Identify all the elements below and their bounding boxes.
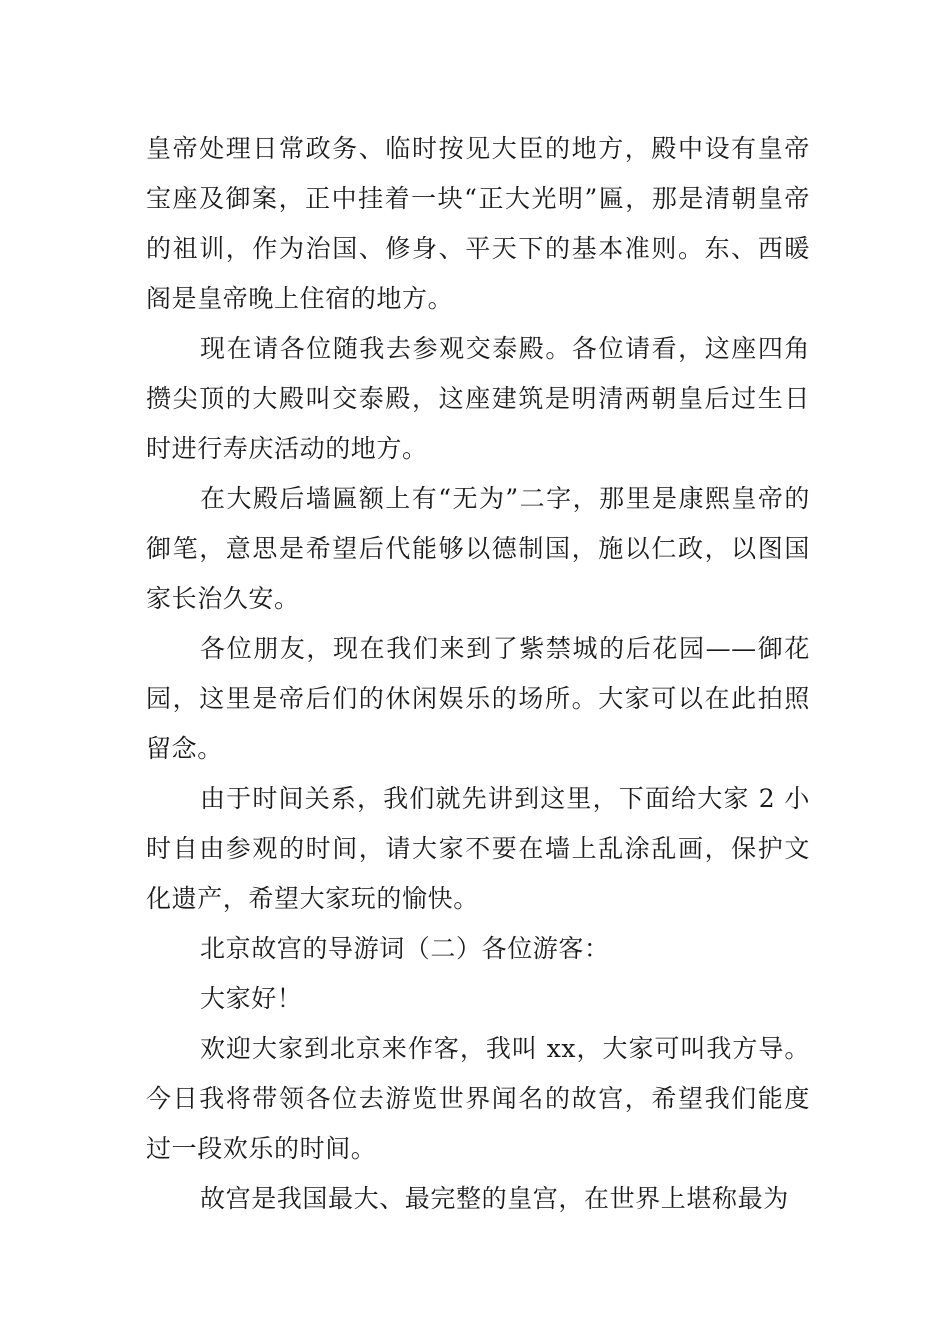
paragraph-7-greeting: 大家好！ xyxy=(200,984,303,1013)
paragraph-3: 在大殿后墙匾额上有“无为”二字，那里是康熙皇帝的御笔，意思是希望后代能够以德制国，施以仁政，以图国家长治久安。 xyxy=(146,484,810,613)
paragraph-2: 现在请各位随我去参观交泰殿。各位请看，这座四角攒尖顶的大殿叫交泰殿，这座建筑是明清两朝皇后过生日时进行寿庆活动的地方。 xyxy=(146,334,810,463)
paragraph-8: 欢迎大家到北京来作客，我叫 xx，大家可叫我方导。今日我将带领各位去游览世界闻名的故宫，希望我们能度过一段欢乐的时间。 xyxy=(146,1034,810,1163)
paragraph-9: 故宫是我国最大、最完整的皇宫，在世界上堪称最为 xyxy=(200,1184,789,1213)
paragraph-4: 各位朋友，现在我们来到了紫禁城的后花园——御花园，这里是帝后们的休闲娱乐的场所。大家可以在此拍照留念。 xyxy=(146,634,810,763)
paragraph-6-heading: 北京故宫的导游词（二）各位游客： xyxy=(200,934,610,963)
paragraph-5: 由于时间关系，我们就先讲到这里，下面给大家 2 小时自由参观的时间，请大家不要在墙上乱涂乱画，保护文化遗产，希望大家玩的愉快。 xyxy=(146,784,810,913)
document-body xyxy=(146,124,810,1224)
paragraph-1: 皇帝处理日常政务、临时按见大臣的地方，殿中设有皇帝宝座及御案，正中挂着一块“正大光明”匾，那是清朝皇帝的祖训，作为治国、修身、平天下的基本准则。东、西暖阁是皇帝晚上住宿的地方。 xyxy=(146,134,810,313)
